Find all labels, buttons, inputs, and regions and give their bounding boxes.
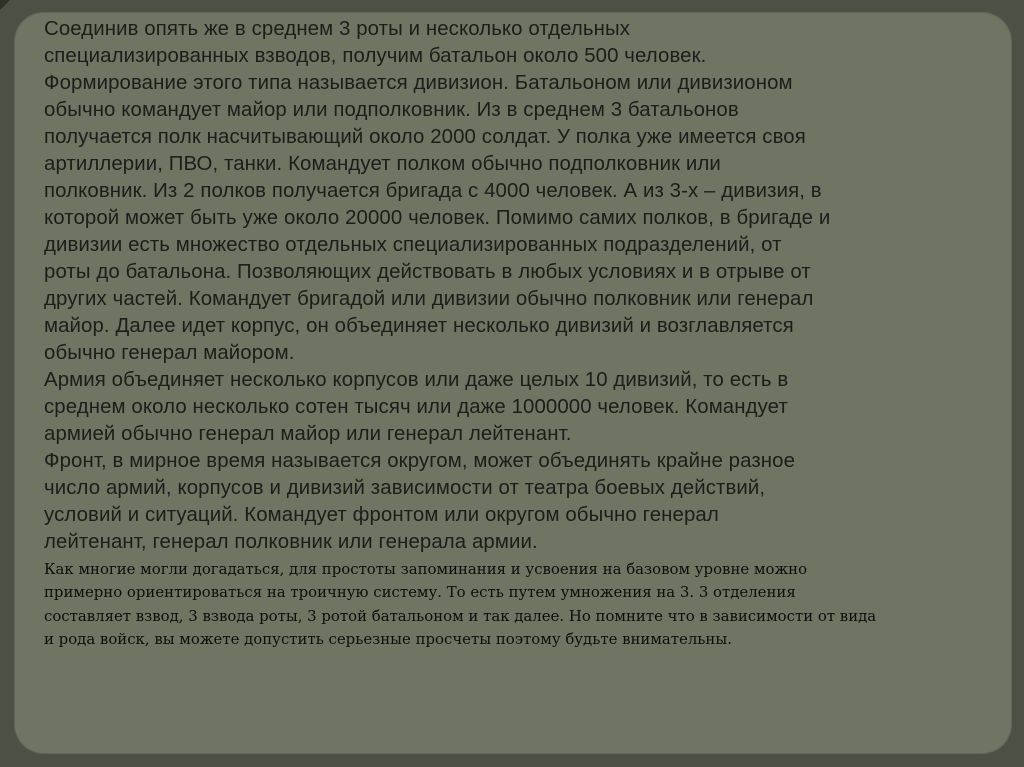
note-ternary-system: Как многие могли догадаться, для простоты запоминания и усвоения на базовом уровне можно примерно ориентироваться на троичную систему. То есть путем умножения на 3. 3 отделения составляет взвод, 3 взвода роты, 3 ротой батальоном и так далее. Но помните что в зависимости от вида и рода войск, вы можете допустить серьезные просчеты поэтому будьте внимательны.	[44, 560, 877, 648]
slide-text-block	[44, 16, 1004, 651]
paragraph-front: Фронт, в мирное время называется округом, может объединять крайне разное число армий, корпусов и дивизий зависимости от театра боевых действий, условий и ситуаций. Командует фронтом или округом обычно генерал лейтенант, генерал полковник или генерала армии.	[44, 450, 796, 553]
paragraph-battalion-division: Соединив опять же в среднем 3 роты и несколько отдельных специализированных взводов, получим батальон около 500 человек. Формирование этого типа называется дивизион. Батальоном или дивизионом обычно командует майор или подполковник. Из в среднем 3 батальонов получается полк насчитывающий около 2000 солдат. У полка уже имеется своя артиллерии, ПВО, танки. Командует полком обычно подполковник или полковник. Из 2 полков получается бригада с 4000 человек. А из 3-х – дивизия, в которой может быть уже около 20000 человек. Помимо самих полков, в бригаде и дивизии есть множество отдельных специализированных подразделений, от роты до батальона. Позволяющих действовать в любых условиях и в отрыве от других частей. Командует бригадой или дивизии обычно полковник или генерал майор. Далее идет корпус, он объединяет несколько дивизий и возглавляется обычно генерал майором.	[44, 18, 831, 364]
paragraph-army: Армия объединяет несколько корпусов или даже целых 10 дивизий, то есть в среднем около несколько сотен тысяч или даже 1000000 человек. Командует армией обычно генерал майор или генерал лейтенант.	[44, 369, 789, 445]
corner-decoration	[0, 0, 10, 10]
